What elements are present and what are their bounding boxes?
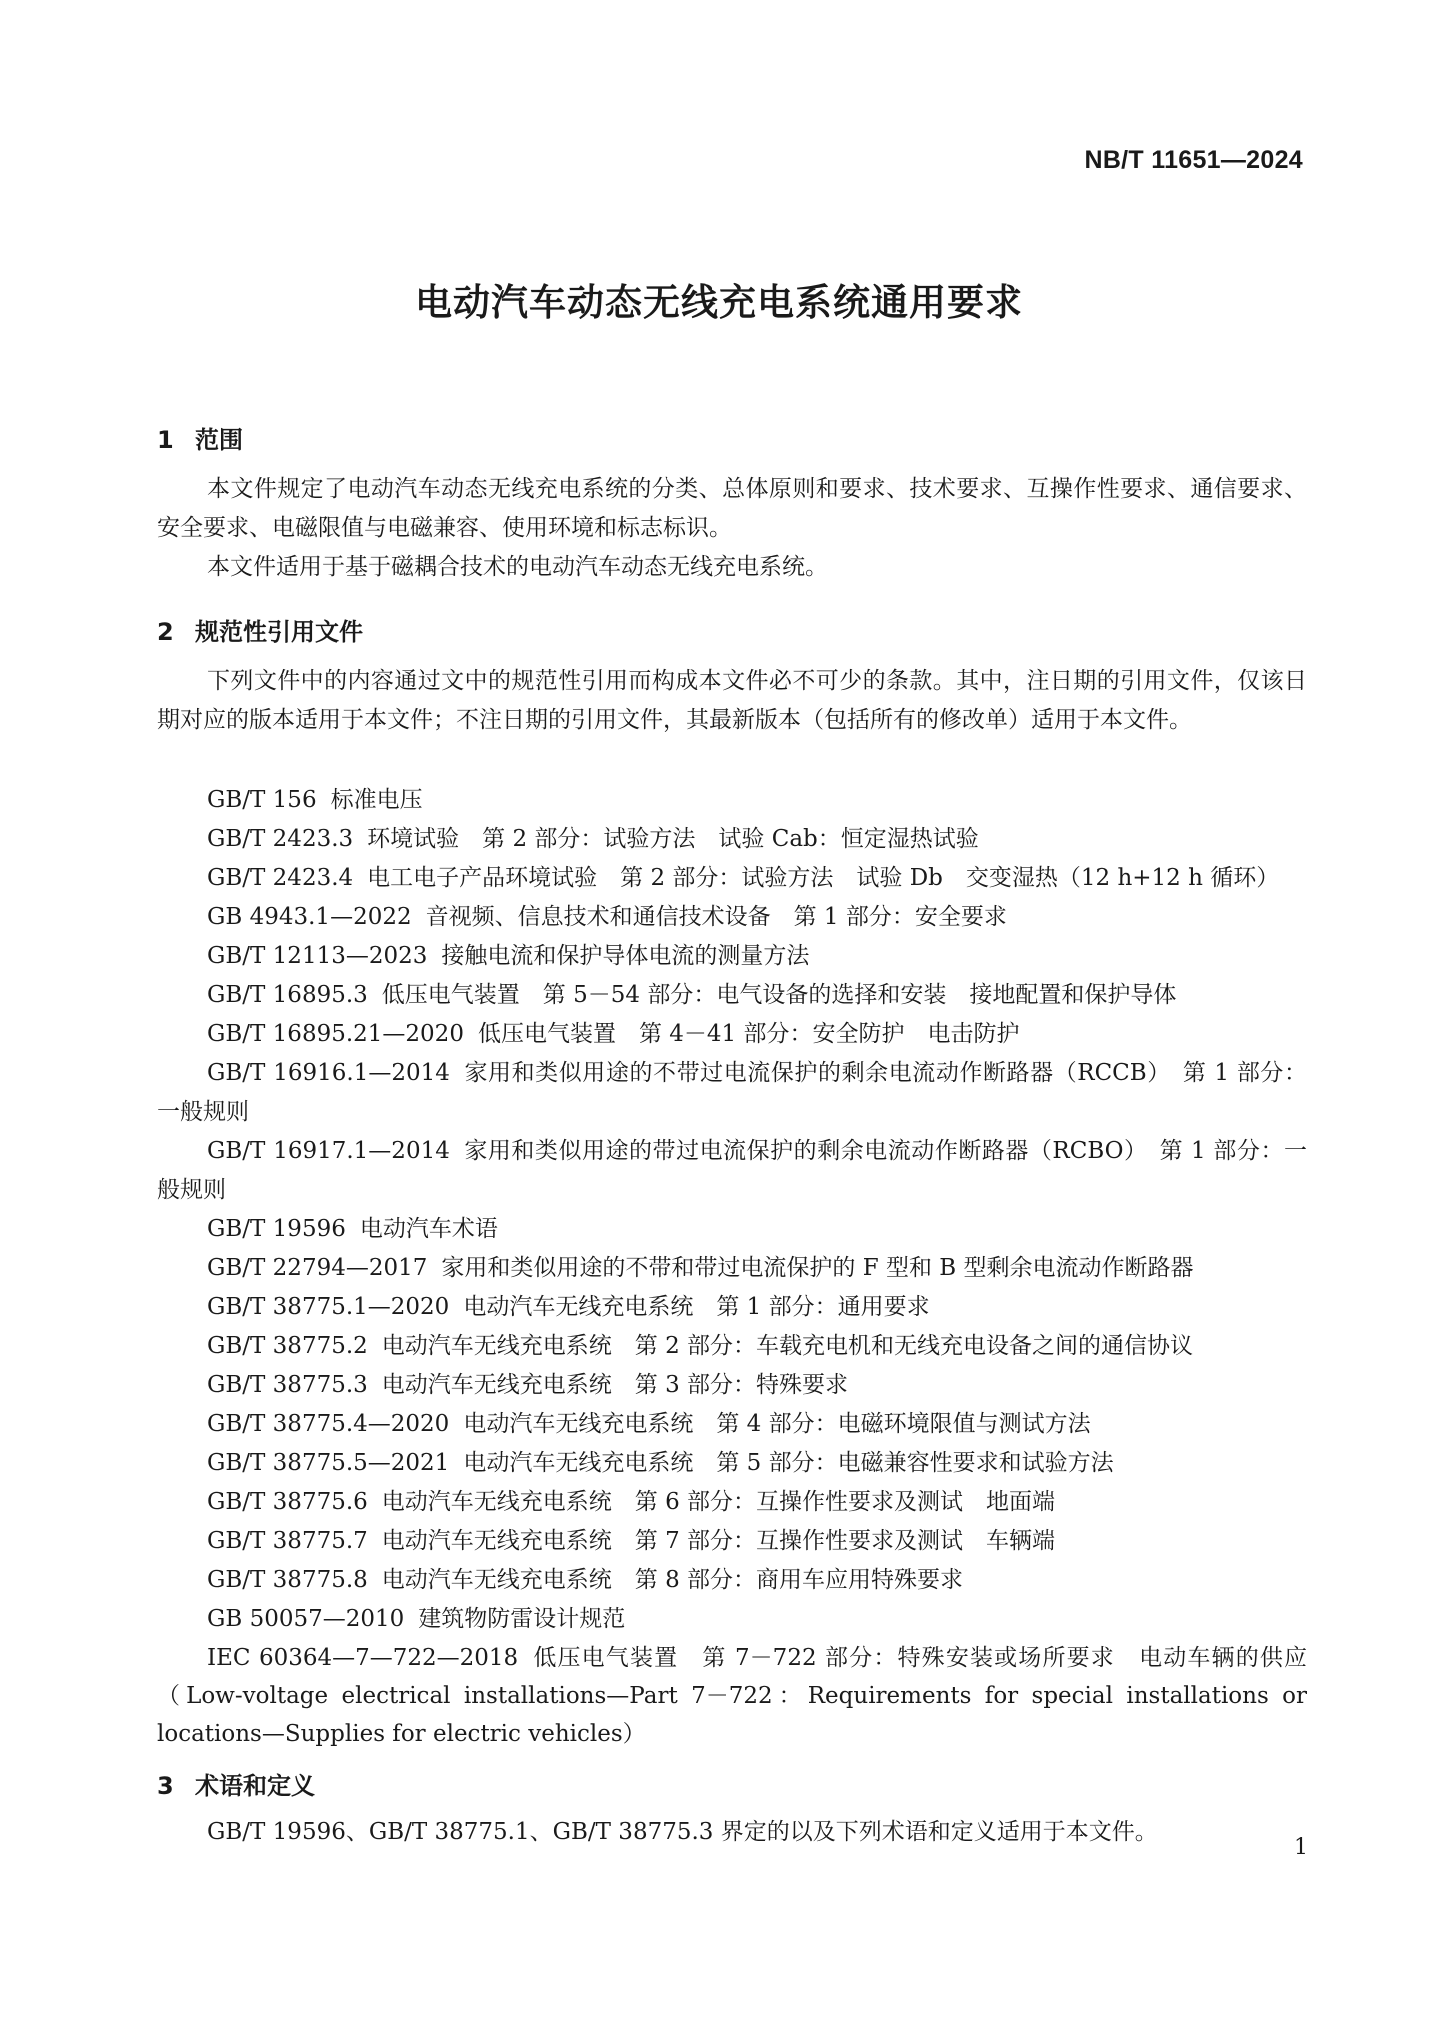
reference-title: 低压电气装置 第 7－722 部分：特殊安装或场所要求 电动车辆的供应（Low-voltage electrical installations—Part 7－722：Requirements for special installations or locations—Supplies for electric vehicles） <box>157 1645 1308 1747</box>
reference-title: 环境试验 第 2 部分：试验方法 试验 Cab：恒定湿热试验 <box>367 826 979 852</box>
reference-title: 电动汽车无线充电系统 第 2 部分：车载充电机和无线充电设备之间的通信协议 <box>381 1333 1194 1359</box>
section-title: 术语和定义 <box>195 1772 315 1800</box>
reference-title: 音视频、信息技术和通信技术设备 第 1 部分：安全要求 <box>425 904 1007 930</box>
reference-title: 接触电流和保护导体电流的测量方法 <box>441 943 810 969</box>
reference-code: GB/T 16917.1—2014 <box>207 1138 450 1164</box>
reference-code: GB/T 22794—2017 <box>207 1255 428 1281</box>
reference-title: 电动汽车无线充电系统 第 8 部分：商用车应用特殊要求 <box>381 1567 964 1593</box>
reference-code: GB/T 38775.2 <box>207 1333 368 1359</box>
reference-item <box>157 1600 1307 1639</box>
reference-item <box>157 1327 1307 1366</box>
section-number: 2 <box>157 618 174 646</box>
section-1-heading <box>157 420 243 455</box>
reference-item <box>157 898 1307 937</box>
section-2-intro <box>157 662 1307 740</box>
reference-code: GB/T 16916.1—2014 <box>207 1060 450 1086</box>
document-title: 电动汽车动态无线充电系统通用要求 <box>415 281 1023 324</box>
reference-item <box>157 937 1307 976</box>
section-1-body <box>157 470 1307 587</box>
reference-title: 电动汽车无线充电系统 第 3 部分：特殊要求 <box>381 1372 849 1398</box>
paragraph: GB/T 19596、GB/T 38775.1、GB/T 38775.3 界定的以及下列术语和定义适用于本文件。 <box>207 1819 1158 1845</box>
section-2-heading <box>157 612 363 647</box>
section-title: 规范性引用文件 <box>195 618 363 646</box>
reference-title: 低压电气装置 第 5－54 部分：电气设备的选择和安装 接地配置和保护导体 <box>381 982 1177 1008</box>
reference-item <box>157 1132 1307 1210</box>
reference-title: 电动汽车无线充电系统 第 7 部分：互操作性要求及测试 车辆端 <box>381 1528 1056 1554</box>
reference-code: GB/T 38775.1—2020 <box>207 1294 450 1320</box>
reference-code: GB/T 19596 <box>207 1216 346 1242</box>
reference-item <box>157 1561 1307 1600</box>
reference-code: GB/T 38775.7 <box>207 1528 368 1554</box>
reference-item <box>157 781 1307 820</box>
reference-title: 电动汽车无线充电系统 第 1 部分：通用要求 <box>463 1294 930 1320</box>
reference-code: GB 50057—2010 <box>207 1606 405 1632</box>
reference-title: 家用和类似用途的不带和带过电流保护的 F 型和 B 型剩余电流动作断路器 <box>441 1255 1194 1281</box>
reference-item <box>157 1483 1307 1522</box>
section-title: 范围 <box>195 426 243 454</box>
reference-item <box>157 1288 1307 1327</box>
reference-code: GB 4943.1—2022 <box>207 904 412 930</box>
paragraph: 本文件规定了电动汽车动态无线充电系统的分类、总体原则和要求、技术要求、互操作性要求、通信要求、安全要求、电磁限值与电磁兼容、使用环境和标志标识。 <box>157 476 1307 541</box>
reference-item <box>157 976 1307 1015</box>
reference-code: GB/T 38775.6 <box>207 1489 368 1515</box>
reference-item <box>157 1210 1307 1249</box>
reference-item <box>157 820 1307 859</box>
reference-code: GB/T 156 <box>207 787 317 813</box>
reference-item <box>157 1444 1307 1483</box>
reference-item <box>157 1015 1307 1054</box>
reference-code: GB/T 38775.3 <box>207 1372 368 1398</box>
reference-item <box>157 1405 1307 1444</box>
normative-reference-list <box>157 781 1307 1753</box>
reference-code: GB/T 38775.5—2021 <box>207 1450 450 1476</box>
paragraph: 下列文件中的内容通过文中的规范性引用而构成本文件必不可少的条款。其中，注日期的引用文件，仅该日期对应的版本适用于本文件；不注日期的引用文件，其最新版本（包括所有的修改单）适用于本文件。 <box>157 668 1307 733</box>
section-number: 3 <box>157 1772 174 1800</box>
reference-title: 建筑物防雷设计规范 <box>418 1606 626 1632</box>
reference-title: 家用和类似用途的带过电流保护的剩余电流动作断路器（RCBO） 第 1 部分：一般规则 <box>157 1138 1307 1203</box>
page-number: 1 <box>1294 1835 1308 1860</box>
reference-code: GB/T 2423.3 <box>207 826 354 852</box>
reference-item <box>157 1639 1307 1753</box>
reference-title: 电动汽车无线充电系统 第 4 部分：电磁环境限值与测试方法 <box>463 1411 1091 1437</box>
section-number: 1 <box>157 426 174 454</box>
reference-title: 电动汽车术语 <box>359 1216 498 1242</box>
reference-item <box>157 1054 1307 1132</box>
reference-code: GB/T 38775.4—2020 <box>207 1411 450 1437</box>
standard-code: NB/T 11651—2024 <box>1084 146 1303 174</box>
section-3-heading <box>157 1766 315 1801</box>
reference-title: 电动汽车无线充电系统 第 6 部分：互操作性要求及测试 地面端 <box>381 1489 1056 1515</box>
reference-title: 低压电气装置 第 4－41 部分：安全防护 电击防护 <box>477 1021 1020 1047</box>
reference-code: IEC 60364—7—722—2018 <box>207 1645 519 1671</box>
paragraph: 本文件适用于基于磁耦合技术的电动汽车动态无线充电系统。 <box>207 554 828 580</box>
reference-item <box>157 1522 1307 1561</box>
reference-title: 标准电压 <box>330 787 423 813</box>
reference-item <box>157 859 1307 898</box>
reference-item <box>157 1249 1307 1288</box>
reference-title: 电工电子产品环境试验 第 2 部分：试验方法 试验 Db 交变湿热（12 h+12 h 循环） <box>367 865 1280 891</box>
reference-code: GB/T 16895.3 <box>207 982 368 1008</box>
reference-code: GB/T 12113—2023 <box>207 943 428 969</box>
reference-code: GB/T 2423.4 <box>207 865 354 891</box>
reference-code: GB/T 16895.21—2020 <box>207 1021 464 1047</box>
section-3-body <box>157 1813 1307 1852</box>
reference-title: 电动汽车无线充电系统 第 5 部分：电磁兼容性要求和试验方法 <box>463 1450 1114 1476</box>
reference-code: GB/T 38775.8 <box>207 1567 368 1593</box>
reference-title: 家用和类似用途的不带过电流保护的剩余电流动作断路器（RCCB） 第 1 部分：一般规则 <box>157 1060 1307 1125</box>
reference-item <box>157 1366 1307 1405</box>
